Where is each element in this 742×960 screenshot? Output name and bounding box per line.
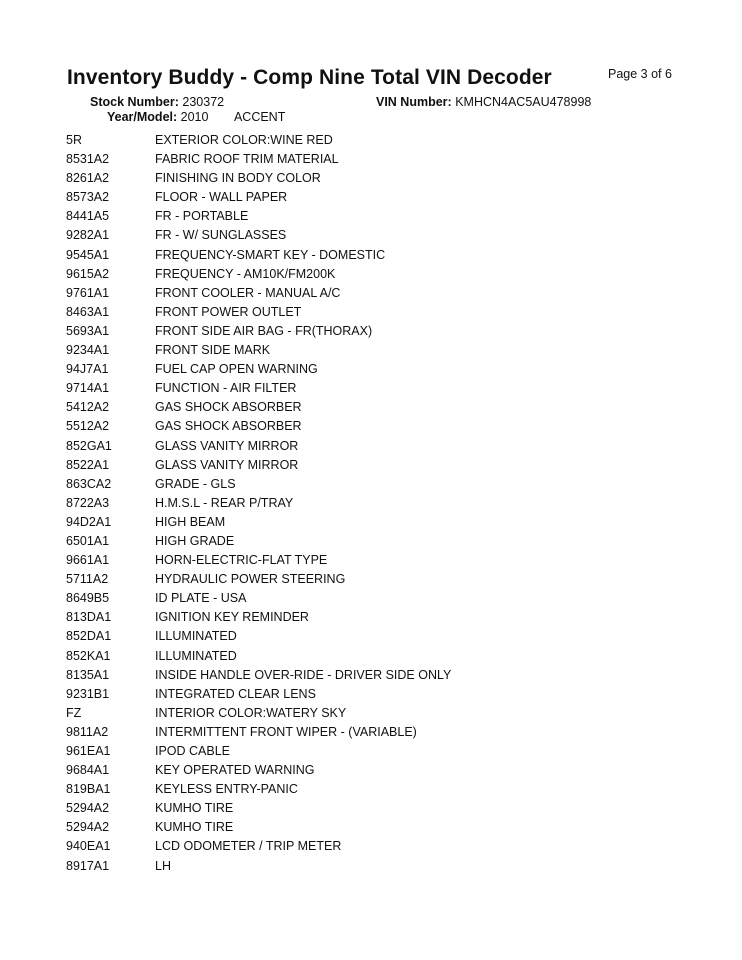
option-row <box>66 265 451 284</box>
option-description: FR - PORTABLE <box>155 209 249 224</box>
option-code: 8463A1 <box>66 304 110 319</box>
option-description: KUMHO TIRE <box>155 801 234 816</box>
option-code: 8573A2 <box>66 190 110 205</box>
option-row <box>66 246 451 265</box>
option-row <box>66 341 451 360</box>
option-description: FRONT SIDE MARK <box>155 343 271 358</box>
option-code: 863CA2 <box>66 476 112 491</box>
year-model <box>107 110 285 124</box>
stock-number-label: Stock Number: <box>90 95 179 109</box>
option-code: 94J7A1 <box>66 362 109 377</box>
option-row <box>66 360 451 379</box>
option-row <box>66 150 451 169</box>
option-code: 9661A1 <box>66 553 110 568</box>
option-code: 8261A2 <box>66 171 110 186</box>
option-description: KUMHO TIRE <box>155 820 234 835</box>
option-row <box>66 494 451 513</box>
option-row <box>66 780 451 799</box>
vin-number-label: VIN Number: <box>376 95 452 109</box>
option-code: 8522A1 <box>66 457 110 472</box>
option-row <box>66 685 451 704</box>
option-row <box>66 570 451 589</box>
option-description: FREQUENCY-SMART KEY - DOMESTIC <box>155 247 386 262</box>
option-description: FINISHING IN BODY COLOR <box>155 171 321 186</box>
option-code: 9282A1 <box>66 228 110 243</box>
option-row <box>66 647 451 666</box>
option-row <box>66 723 451 742</box>
option-row <box>66 456 451 475</box>
option-code: 8917A1 <box>66 858 110 873</box>
option-description: FR - W/ SUNGLASSES <box>155 228 287 243</box>
option-row <box>66 704 451 723</box>
option-code: 9761A1 <box>66 285 110 300</box>
option-row <box>66 226 451 245</box>
option-row <box>66 608 451 627</box>
option-row <box>66 475 451 494</box>
option-code: 961EA1 <box>66 744 111 758</box>
option-code: 9615A2 <box>66 266 110 281</box>
option-description: FUEL CAP OPEN WARNING <box>155 362 318 377</box>
option-row <box>66 322 451 341</box>
option-row <box>66 513 451 532</box>
option-description: FRONT COOLER - MANUAL A/C <box>155 285 341 300</box>
option-row <box>66 169 451 188</box>
page-number: Page 3 of 6 <box>608 67 672 81</box>
option-row <box>66 207 451 226</box>
option-description: INTEGRATED CLEAR LENS <box>155 686 316 701</box>
vin-number-value: KMHCN4AC5AU478998 <box>455 95 592 109</box>
option-description: KEY OPERATED WARNING <box>155 763 315 778</box>
option-code: 9811A2 <box>66 724 109 739</box>
option-description: HORN-ELECTRIC-FLAT TYPE <box>155 553 328 568</box>
option-description: GLASS VANITY MIRROR <box>155 457 299 472</box>
option-description: GLASS VANITY MIRROR <box>155 438 299 453</box>
option-description: INSIDE HANDLE OVER-RIDE - DRIVER SIDE ONLY <box>155 667 452 682</box>
option-code: 852KA1 <box>66 648 111 663</box>
option-code: 852DA1 <box>66 629 112 644</box>
option-code-list <box>66 131 451 876</box>
option-description: EXTERIOR COLOR:WINE RED <box>155 133 333 147</box>
option-code: 8722A3 <box>66 495 110 510</box>
option-row <box>66 131 451 150</box>
option-code: 5R <box>66 133 82 147</box>
option-code: 852GA1 <box>66 438 112 453</box>
option-row <box>66 188 451 207</box>
option-code: 5512A2 <box>66 419 110 434</box>
option-description: GAS SHOCK ABSORBER <box>155 419 302 434</box>
option-code: 6501A1 <box>66 533 110 548</box>
option-row <box>66 799 451 818</box>
option-code: 9545A1 <box>66 247 110 262</box>
option-code: 819BA1 <box>66 782 111 797</box>
option-description: HYDRAULIC POWER STEERING <box>155 572 346 587</box>
option-row <box>66 837 451 856</box>
option-code: FZ <box>66 705 82 720</box>
option-row <box>66 284 451 303</box>
option-description: HIGH BEAM <box>155 514 226 529</box>
option-description: INTERMITTENT FRONT WIPER - (VARIABLE) <box>155 724 417 739</box>
option-code: 5294A2 <box>66 801 110 816</box>
option-code: 940EA1 <box>66 839 111 854</box>
option-description: FREQUENCY - AM10K/FM200K <box>155 266 336 281</box>
option-row <box>66 857 451 876</box>
option-code: 813DA1 <box>66 610 112 625</box>
option-row <box>66 761 451 780</box>
year-value: 2010 <box>180 110 209 124</box>
option-description: H.M.S.L - REAR P/TRAY <box>155 495 294 510</box>
page-title: Inventory Buddy - Comp Nine Total VIN Decoder <box>67 66 552 89</box>
option-description: KEYLESS ENTRY-PANIC <box>155 782 298 797</box>
option-description: GRADE - GLS <box>155 476 236 491</box>
option-description: INTERIOR COLOR:WATERY SKY <box>155 705 347 720</box>
vin-number <box>376 95 591 109</box>
option-code: 5294A2 <box>66 820 110 835</box>
option-row <box>66 589 451 608</box>
option-code: 9684A1 <box>66 763 110 778</box>
option-description: IGNITION KEY REMINDER <box>155 610 309 625</box>
option-code: 5711A2 <box>66 572 109 587</box>
option-code: 9231B1 <box>66 686 110 701</box>
option-description: FRONT SIDE AIR BAG - FR(THORAX) <box>155 323 373 338</box>
option-code: 9714A1 <box>66 381 110 396</box>
option-description: HIGH GRADE <box>155 533 235 548</box>
option-row <box>66 818 451 837</box>
option-description: IPOD CABLE <box>155 744 231 758</box>
option-code: 5412A2 <box>66 400 110 415</box>
option-description: FABRIC ROOF TRIM MATERIAL <box>155 152 339 167</box>
option-description: LH <box>155 858 171 873</box>
option-description: ID PLATE - USA <box>155 591 247 606</box>
stock-number-value: 230372 <box>182 95 225 109</box>
option-row <box>66 398 451 417</box>
option-description: LCD ODOMETER / TRIP METER <box>155 839 342 854</box>
option-description: GAS SHOCK ABSORBER <box>155 400 302 415</box>
option-code: 8649B5 <box>66 591 110 606</box>
option-row <box>66 303 451 322</box>
option-code: 94D2A1 <box>66 514 112 529</box>
option-row <box>66 627 451 646</box>
option-row <box>66 417 451 436</box>
option-row <box>66 379 451 398</box>
option-code: 9234A1 <box>66 343 110 358</box>
model-value: ACCENT <box>233 110 286 124</box>
option-description: FLOOR - WALL PAPER <box>155 190 288 205</box>
option-row <box>66 551 451 570</box>
option-code: 8135A1 <box>66 667 110 682</box>
option-row <box>66 742 451 761</box>
stock-number <box>90 95 224 109</box>
option-description: FUNCTION - AIR FILTER <box>155 381 297 396</box>
option-row <box>66 437 451 456</box>
option-description: FRONT POWER OUTLET <box>155 304 302 319</box>
option-code: 5693A1 <box>66 323 110 338</box>
year-model-label: Year/Model: <box>107 110 178 124</box>
option-row <box>66 666 451 685</box>
option-description: ILLUMINATED <box>155 629 237 644</box>
option-description: ILLUMINATED <box>155 648 237 663</box>
option-code: 8441A5 <box>66 209 110 224</box>
option-row <box>66 532 451 551</box>
option-code: 8531A2 <box>66 152 110 167</box>
